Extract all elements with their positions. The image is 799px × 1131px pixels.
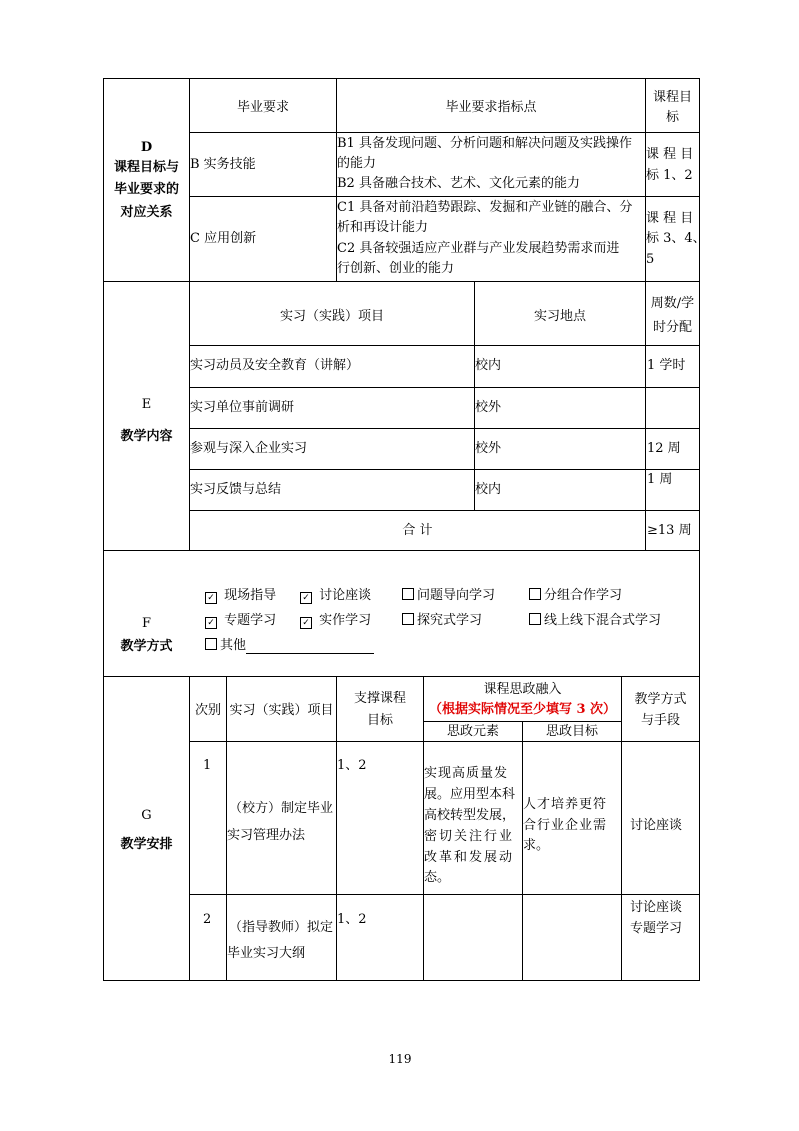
table-border-top bbox=[103, 78, 700, 79]
grid-line bbox=[189, 196, 700, 197]
checkbox-checked-icon[interactable]: ✓ bbox=[205, 617, 217, 629]
option-practical-study[interactable] bbox=[300, 611, 371, 630]
indicator-text: 的能力 bbox=[337, 156, 377, 171]
header-supporting-goal: 支撑课程 bbox=[353, 691, 406, 706]
total-label: 合 计 bbox=[402, 523, 433, 538]
checkbox-unchecked-icon[interactable] bbox=[205, 638, 217, 650]
option-label: 其他 bbox=[220, 638, 247, 653]
ideology-element: 态。 bbox=[424, 870, 451, 885]
option-discussion[interactable] bbox=[300, 586, 371, 605]
section-title-line: 对应关系 bbox=[120, 205, 173, 220]
grid-line bbox=[189, 741, 700, 742]
section-code: G bbox=[141, 808, 152, 823]
ideology-element: 密切关注行业 bbox=[424, 829, 515, 844]
sequence-number: 1 bbox=[203, 758, 212, 773]
option-inquiry-learning[interactable] bbox=[402, 611, 482, 630]
practice-project: 实习单位事前调研 bbox=[190, 400, 295, 415]
course-goal-cell: 5 bbox=[646, 252, 655, 267]
time-allocation: 1 周 bbox=[647, 472, 673, 487]
option-label: 讨论座谈 bbox=[319, 588, 372, 603]
section-title: 教学安排 bbox=[120, 837, 173, 852]
section-divider bbox=[103, 281, 700, 282]
practice-project: 实习动员及安全教育（讲解） bbox=[190, 358, 360, 373]
option-other[interactable] bbox=[205, 636, 246, 655]
grid-line bbox=[189, 132, 700, 133]
grid-line bbox=[189, 345, 700, 346]
header-time-allocation: 时分配 bbox=[652, 320, 692, 335]
indicator-text: B2 具备融合技术、艺术、文化元素的能力 bbox=[337, 176, 580, 191]
time-allocation: 12 周 bbox=[647, 441, 681, 456]
option-label: 专题学习 bbox=[224, 613, 277, 628]
checkbox-unchecked-icon[interactable] bbox=[402, 588, 414, 600]
practice-location: 校内 bbox=[475, 358, 502, 373]
header-sequence: 次别 bbox=[194, 703, 221, 718]
grid-line bbox=[189, 510, 700, 511]
grid-line bbox=[189, 469, 700, 470]
option-label: 探究式学习 bbox=[417, 613, 483, 628]
section-title: 教学方式 bbox=[120, 639, 173, 654]
checkbox-unchecked-icon[interactable] bbox=[529, 588, 541, 600]
option-problem-based[interactable] bbox=[402, 586, 495, 605]
option-label: 分组合作学习 bbox=[544, 588, 623, 603]
indicator-text: 析和再设计能力 bbox=[337, 220, 429, 235]
checkbox-unchecked-icon[interactable] bbox=[529, 613, 541, 625]
requirement-label: B 实务技能 bbox=[190, 157, 256, 172]
header-practice-project: 实习（实践）项目 bbox=[279, 309, 384, 324]
section-code: F bbox=[141, 616, 152, 631]
option-group-cooperation[interactable] bbox=[529, 586, 622, 605]
ideology-element: 展。应用型本科 bbox=[424, 787, 516, 802]
label-column-divider bbox=[189, 676, 190, 981]
header-requirement-indicator: 毕业要求指标点 bbox=[445, 100, 537, 115]
teaching-method: 专题学习 bbox=[630, 921, 683, 936]
ideology-element: 实现高质量发 bbox=[424, 766, 509, 781]
schedule-project: 实习管理办法 bbox=[227, 828, 306, 843]
other-input-underline[interactable] bbox=[246, 653, 374, 654]
indicator-text: B1 具备发现问题、分析问题和解决问题及实践操作 bbox=[337, 136, 632, 151]
section-code: D bbox=[140, 140, 153, 155]
practice-project: 实习反馈与总结 bbox=[190, 482, 282, 497]
practice-location: 校外 bbox=[475, 441, 502, 456]
grid-line bbox=[189, 428, 700, 429]
course-goal-cell: 标 3、4、 bbox=[646, 231, 706, 246]
requirement-label: C 应用创新 bbox=[190, 231, 257, 246]
indicator-text: C1 具备对前沿趋势跟踪、发掘和产业链的融合、分 bbox=[337, 200, 633, 215]
page-number: 119 bbox=[388, 1052, 412, 1066]
checkbox-checked-icon[interactable]: ✓ bbox=[300, 592, 312, 604]
header-teaching-method: 与手段 bbox=[640, 713, 680, 728]
table-border-bottom bbox=[103, 980, 700, 981]
ideology-element: 改革和发展动 bbox=[424, 850, 515, 865]
header-ideology-integration: 课程思政融入 bbox=[483, 682, 562, 697]
teaching-method: 讨论座谈 bbox=[630, 818, 683, 833]
header-teaching-method: 教学方式 bbox=[634, 692, 687, 707]
course-goal-cell: 标 1、2 bbox=[646, 168, 693, 183]
header-ideology-element: 思政元素 bbox=[446, 724, 499, 739]
supporting-goal: 1、2 bbox=[337, 912, 367, 927]
grid-line bbox=[189, 894, 700, 895]
table-border-right bbox=[699, 78, 700, 981]
practice-project: 参观与深入企业实习 bbox=[190, 441, 308, 456]
ideology-target: 人才培养更符 bbox=[523, 797, 608, 812]
option-label: 问题导向学习 bbox=[417, 588, 496, 603]
schedule-project: 毕业实习大纲 bbox=[227, 946, 306, 961]
sequence-number: 2 bbox=[203, 912, 212, 927]
header-ideology-note: （根据实际情况至少填写 3 次） bbox=[428, 702, 617, 717]
supporting-goal: 1、2 bbox=[337, 758, 367, 773]
course-goal-cell: 课 程 目 bbox=[646, 147, 694, 162]
header-course-goal: 标 bbox=[665, 110, 679, 125]
option-label: 实作学习 bbox=[319, 613, 372, 628]
ideology-target: 求。 bbox=[523, 838, 550, 853]
section-divider bbox=[103, 550, 700, 551]
course-goal-cell: 课 程 目 bbox=[646, 211, 694, 226]
schedule-project: （指导教师）拟定 bbox=[229, 920, 334, 935]
header-practice-location: 实习地点 bbox=[533, 309, 586, 324]
teaching-method: 讨论座谈 bbox=[630, 900, 683, 915]
schedule-project: （校方）制定毕业 bbox=[229, 801, 334, 816]
option-on-site-guidance[interactable] bbox=[205, 586, 276, 605]
option-label: 现场指导 bbox=[224, 588, 277, 603]
option-topic-study[interactable] bbox=[205, 611, 276, 630]
checkbox-checked-icon[interactable]: ✓ bbox=[300, 617, 312, 629]
header-practice-project: 实习（实践）项目 bbox=[229, 703, 334, 718]
indicator-text: C2 具备较强适应产业群与产业发展趋势需求而进 bbox=[337, 241, 620, 256]
section-divider bbox=[103, 676, 700, 677]
section-title: 教学内容 bbox=[120, 429, 173, 444]
section-title-line: 课程目标与 bbox=[113, 160, 179, 175]
header-course-goal: 课程目 bbox=[652, 90, 692, 105]
checkbox-checked-icon[interactable]: ✓ bbox=[205, 592, 217, 604]
practice-location: 校外 bbox=[475, 400, 502, 415]
header-time-allocation: 周数/学 bbox=[650, 296, 695, 311]
header-ideology-target: 思政目标 bbox=[545, 724, 598, 739]
option-blended-learning[interactable] bbox=[529, 611, 661, 630]
time-allocation: 1 学时 bbox=[647, 358, 686, 373]
section-title-line: 毕业要求的 bbox=[113, 182, 179, 197]
grid-line bbox=[189, 387, 700, 388]
header-graduation-requirement: 毕业要求 bbox=[236, 100, 289, 115]
header-supporting-goal: 目标 bbox=[366, 713, 393, 728]
indicator-text: 行创新、创业的能力 bbox=[337, 261, 455, 276]
option-label: 线上线下混合式学习 bbox=[544, 613, 662, 628]
checkbox-unchecked-icon[interactable] bbox=[402, 613, 414, 625]
section-code: E bbox=[141, 397, 152, 412]
total-value: ≥13 周 bbox=[647, 523, 692, 538]
ideology-target: 合行业企业需 bbox=[523, 818, 608, 833]
practice-location: 校内 bbox=[475, 482, 502, 497]
ideology-element: 高校转型发展， bbox=[424, 808, 516, 823]
